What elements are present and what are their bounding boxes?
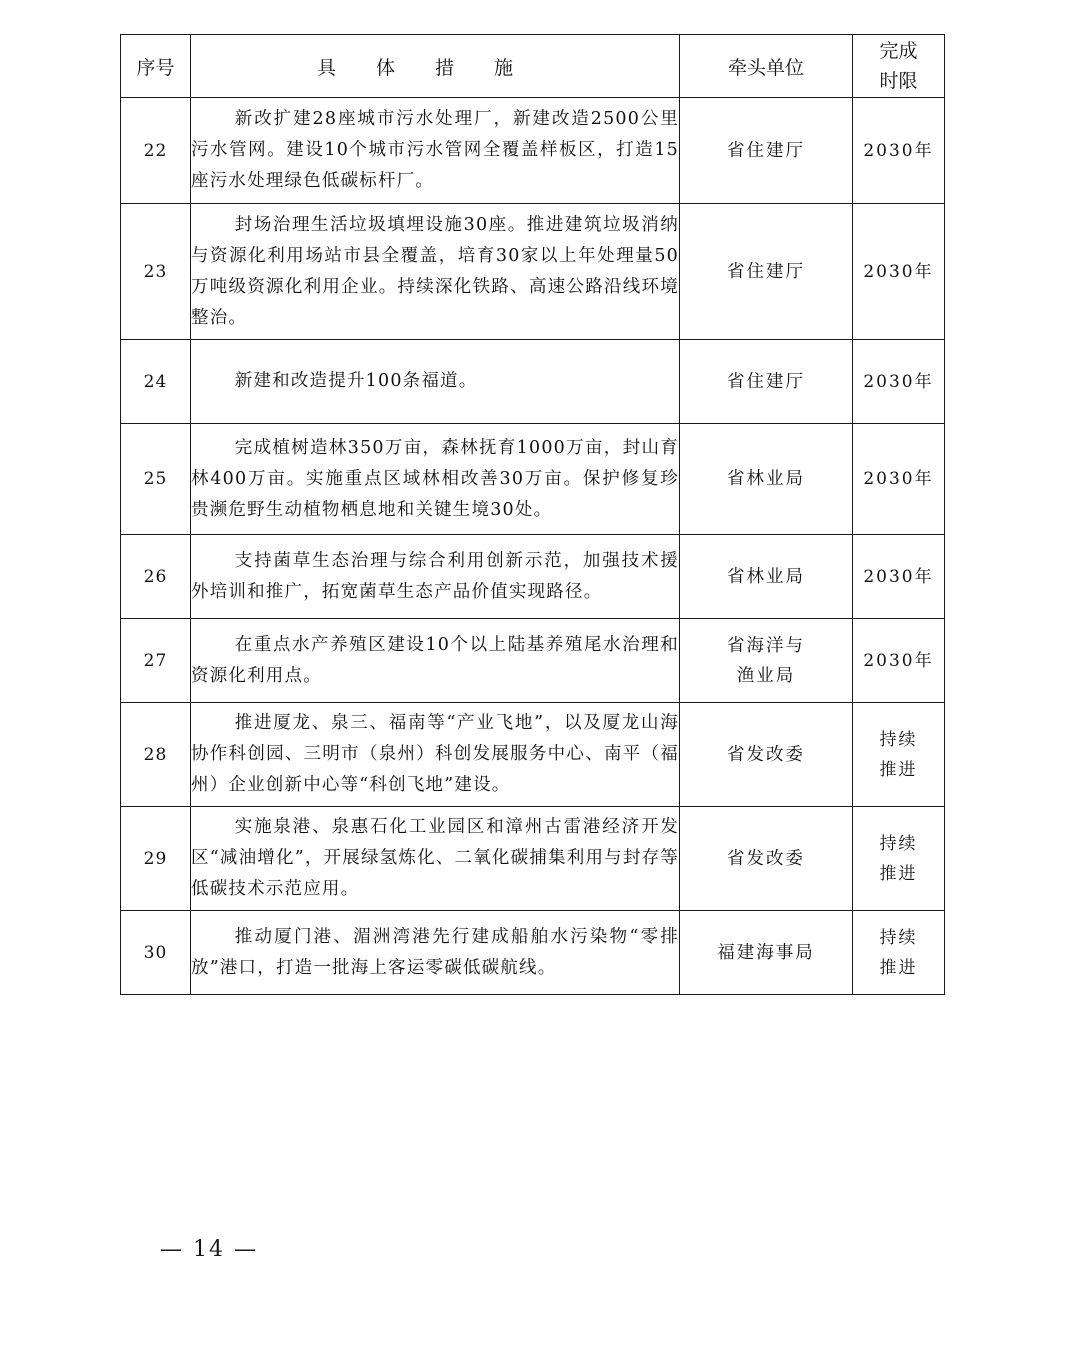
row-measure: 新改扩建28座城市污水处理厂，新建改造2500公里污水管网。建设10个城市污水管网全覆盖样板区，打造15座污水处理绿色低碳标杆厂。: [191, 98, 680, 204]
row-deadline: 2030年: [853, 424, 945, 535]
row-measure: 推动厦门港、湄洲湾港先行建成船舶水污染物“零排放”港口，打造一批海上客运零碳低碳航线。: [191, 911, 680, 995]
row-deadline: 持续 推进: [853, 911, 945, 995]
row-lead-unit: 省林业局: [680, 424, 853, 535]
row-lead-unit: 省发改委: [680, 703, 853, 807]
table-row: [121, 619, 945, 703]
table-row: [121, 807, 945, 911]
table-row: [121, 703, 945, 807]
table-row: [121, 424, 945, 535]
header-measure: 具体措施: [191, 35, 680, 98]
page-number: — 14 —: [160, 1237, 258, 1262]
row-number: 23: [121, 204, 191, 340]
row-number: 27: [121, 619, 191, 703]
table-row: [121, 535, 945, 619]
row-number: 24: [121, 340, 191, 424]
row-deadline: 持续 推进: [853, 807, 945, 911]
header-deadline: 完成 时限: [853, 35, 945, 98]
table-row: [121, 98, 945, 204]
table-row: [121, 911, 945, 995]
row-lead-unit: 省住建厅: [680, 340, 853, 424]
row-measure: 推进厦龙、泉三、福南等“产业飞地”，以及厦龙山海协作科创园、三明市（泉州）科创发展服务中心、南平（福州）企业创新中心等“科创飞地”建设。: [191, 703, 680, 807]
row-measure: 封场治理生活垃圾填埋设施30座。推进建筑垃圾消纳与资源化利用场站市县全覆盖，培育30家以上年处理量50万吨级资源化利用企业。持续深化铁路、高速公路沿线环境整治。: [191, 204, 680, 340]
row-number: 26: [121, 535, 191, 619]
table-header-row: [121, 35, 945, 98]
table-row: [121, 204, 945, 340]
measures-table: [120, 34, 945, 995]
header-num: 序号: [121, 35, 191, 98]
row-lead-unit: 福建海事局: [680, 911, 853, 995]
row-deadline: 2030年: [853, 535, 945, 619]
row-number: 30: [121, 911, 191, 995]
row-number: 29: [121, 807, 191, 911]
row-lead-unit: 省海洋与 渔业局: [680, 619, 853, 703]
row-deadline: 2030年: [853, 98, 945, 204]
row-deadline: 2030年: [853, 340, 945, 424]
row-number: 22: [121, 98, 191, 204]
row-measure: 实施泉港、泉惠石化工业园区和漳州古雷港经济开发区“减油增化”，开展绿氢炼化、二氧化碳捕集利用与封存等低碳技术示范应用。: [191, 807, 680, 911]
row-number: 25: [121, 424, 191, 535]
row-deadline: 持续 推进: [853, 703, 945, 807]
row-measure: 在重点水产养殖区建设10个以上陆基养殖尾水治理和资源化利用点。: [191, 619, 680, 703]
row-lead-unit: 省发改委: [680, 807, 853, 911]
row-measure: 新建和改造提升100条福道。: [191, 340, 680, 424]
row-deadline: 2030年: [853, 619, 945, 703]
table-row: [121, 340, 945, 424]
header-unit: 牵头单位: [680, 35, 853, 98]
row-lead-unit: 省林业局: [680, 535, 853, 619]
row-deadline: 2030年: [853, 204, 945, 340]
row-number: 28: [121, 703, 191, 807]
row-lead-unit: 省住建厅: [680, 98, 853, 204]
row-measure: 支持菌草生态治理与综合利用创新示范，加强技术援外培训和推广，拓宽菌草生态产品价值实现路径。: [191, 535, 680, 619]
row-lead-unit: 省住建厅: [680, 204, 853, 340]
row-measure: 完成植树造林350万亩，森林抚育1000万亩，封山育林400万亩。实施重点区域林相改善30万亩。保护修复珍贵濒危野生动植物栖息地和关键生境30处。: [191, 424, 680, 535]
